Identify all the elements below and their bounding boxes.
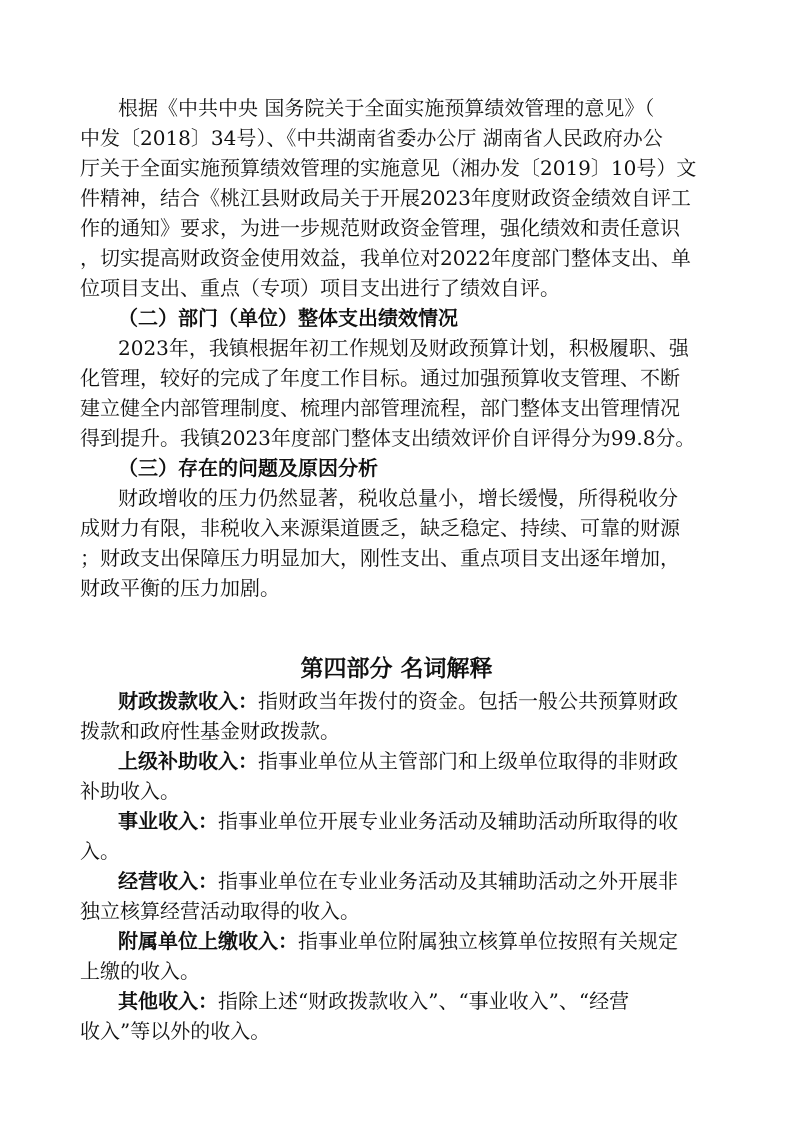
glossary-definition-line: 上缴的收入。: [80, 959, 200, 983]
paragraph-line: 2023年，我镇根据年初工作规划及财政预算计划，积极履职、强: [118, 336, 689, 360]
glossary-definition-line: 入。: [80, 839, 120, 863]
paragraph-line: 得到提升。我镇2023年度部门整体支出绩效评价自评得分为99.8分。: [80, 426, 696, 450]
glossary-term: 经营收入：: [118, 869, 218, 893]
paragraph-line: ；财政支出保障压力明显加大，刚性支出、重点项目支出逐年增加，: [80, 546, 680, 570]
glossary-definition: 指除上述“财政拨款收入”、“事业收入”、“经营: [218, 989, 630, 1013]
paragraph-line: 成财力有限，非税收入来源渠道匮乏，缺乏稳定、持续、可靠的财源: [80, 516, 680, 540]
glossary-term: 附属单位上缴收入：: [118, 929, 298, 953]
glossary-term: 上级补助收入：: [118, 749, 258, 773]
glossary-entry-line: [118, 926, 718, 956]
paragraph-line: 财政平衡的压力加剧。: [80, 576, 280, 600]
paragraph-line: 中发〔2018〕34号）、《中共湖南省委办公厅 湖南省人民政府办公: [80, 126, 663, 150]
paragraph-line: ，切实提高财政资金使用效益，我单位对2022年度部门整体支出、单: [80, 246, 691, 270]
glossary-entry-line: [118, 746, 718, 776]
section-heading-3: （三）存在的问题及原因分析: [118, 456, 378, 480]
paragraph-line: 财政增收的压力仍然显著，税收总量小，增长缓慢，所得税收分: [118, 486, 678, 510]
paragraph-line: 厅关于全面实施预算绩效管理的实施意见（湘办发〔2019〕10号）文: [80, 156, 697, 180]
glossary-entry-line: [118, 866, 718, 896]
paragraph-line: 作的通知》要求，为进一步规范财政资金管理，强化绩效和责任意识: [80, 216, 680, 240]
paragraph-line: 建立健全内部管理制度、梳理内部管理流程，部门整体支出管理情况: [80, 396, 680, 420]
glossary-entry-line: [118, 806, 718, 836]
section-heading-2: （二）部门（单位）整体支出绩效情况: [118, 306, 458, 330]
glossary-term: 财政拨款收入：: [118, 689, 258, 713]
glossary-definition: 指事业单位在专业业务活动及其辅助活动之外开展非: [218, 869, 678, 893]
glossary-definition: 指事业单位从主管部门和上级单位取得的非财政: [258, 749, 678, 773]
paragraph-line: 位项目支出、重点（专项）项目支出进行了绩效自评。: [80, 276, 560, 300]
paragraph-line: 化管理，较好的完成了年度工作目标。通过加强预算收支管理、不断: [80, 366, 680, 390]
glossary-definition: 指财政当年拨付的资金。包括一般公共预算财政: [258, 689, 678, 713]
glossary-definition: 指事业单位附属独立核算单位按照有关规定: [298, 929, 678, 953]
glossary-entry-line: [118, 686, 718, 716]
glossary-entry-line: [118, 986, 718, 1016]
paragraph-line: 件精神，结合《桃江县财政局关于开展2023年度财政资金绩效自评工: [80, 186, 691, 210]
glossary-definition-line: 补助收入。: [80, 779, 180, 803]
paragraph-line: 根据《中共中央 国务院关于全面实施预算绩效管理的意见》（: [118, 96, 655, 120]
part-title: 第四部分 名词解释: [300, 656, 493, 682]
glossary-term: 事业收入：: [118, 809, 218, 833]
glossary-definition-line: 拨款和政府性基金财政拨款。: [80, 719, 340, 743]
glossary-definition-line: 独立核算经营活动取得的收入。: [80, 899, 360, 923]
glossary-definition-line: 收入”等以外的收入。: [80, 1019, 271, 1043]
glossary-definition: 指事业单位开展专业业务活动及辅助活动所取得的收: [218, 809, 678, 833]
glossary-term: 其他收入：: [118, 989, 218, 1013]
